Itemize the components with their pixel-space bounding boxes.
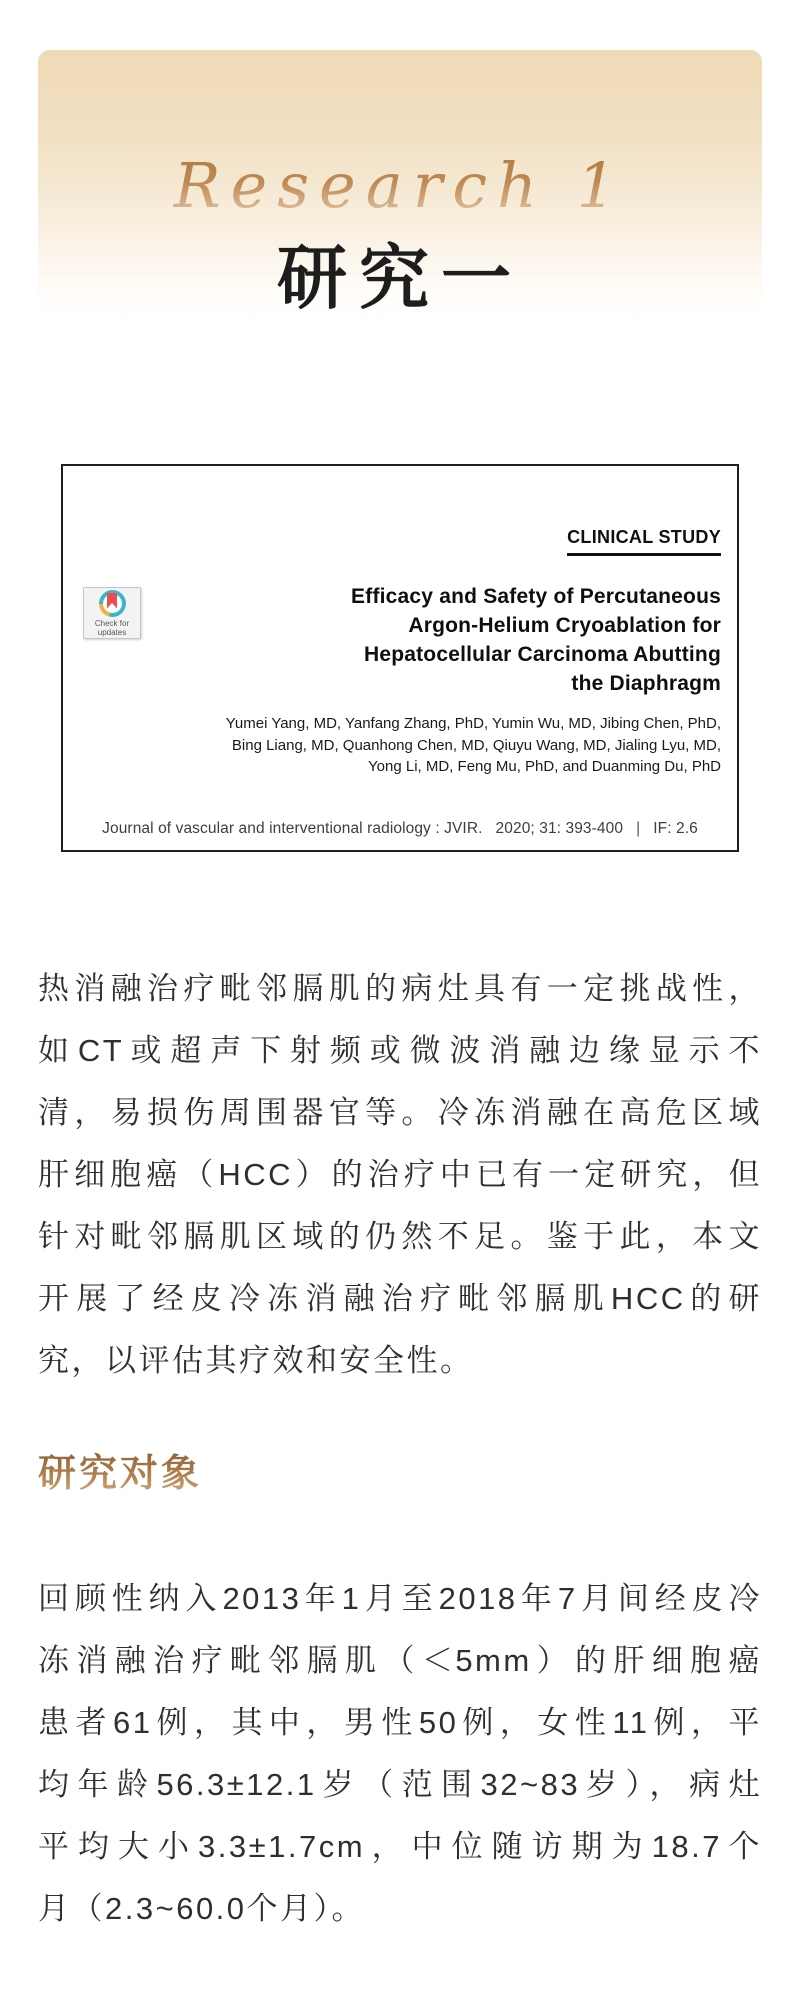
text-line: 平均大小3.3±1.7cm，中位随访期为18.7个: [38, 1829, 762, 1864]
text-line: 月（2.3~60.0个月）。: [38, 1891, 366, 1926]
text-line: 究，以评估其疗效和安全性。: [38, 1343, 474, 1378]
text-line: 均年龄56.3±12.1岁（范围32~83岁），病灶: [38, 1767, 762, 1802]
clinical-study-label: CLINICAL STUDY: [567, 527, 721, 556]
check-for-updates-badge[interactable]: [83, 587, 141, 639]
study-subjects-paragraph: [38, 1568, 762, 1940]
separator: |: [636, 820, 641, 837]
paper-title-line: the Diaphragm: [571, 672, 721, 695]
article-page: [0, 50, 800, 1940]
text-line: 热消融治疗毗邻膈肌的病灶具有一定挑战性，: [38, 971, 762, 1006]
research-header-banner: [38, 50, 762, 322]
crossmark-icon: [99, 590, 126, 617]
text-line: 清，易损伤周围器官等。冷冻消融在高危区域: [38, 1095, 762, 1130]
paper-title-line: Hepatocellular Carcinoma Abutting: [363, 643, 721, 666]
authors-line: Bing Liang, MD, Quanhong Chen, MD, Qiuyu Wang, MD, Jialing Lyu, MD,: [231, 736, 721, 754]
badge-label-line: updates: [97, 627, 127, 637]
text-line: 针对毗邻膈肌区域的仍然不足。鉴于此，本文: [38, 1219, 762, 1254]
paper-authors: [83, 713, 721, 778]
badge-label: [95, 619, 129, 637]
text-line: 回顾性纳入2013年1月至2018年7月间经皮冷: [38, 1581, 762, 1616]
badge-label-line: Check for: [94, 618, 130, 628]
research-title-cn: 研究一: [277, 236, 523, 319]
journal-name: Journal of vascular and interventional radiology : JVIR.: [102, 820, 483, 837]
journal-citation: [63, 820, 737, 838]
text-line: 肝细胞癌（HCC）的治疗中已有一定研究，但: [38, 1157, 762, 1192]
authors-line: Yong Li, MD, Feng Mu, PhD, and Duanming Du, PhD: [368, 758, 721, 775]
text-line: 患者61例，其中，男性50例，女性11例，平: [38, 1705, 762, 1740]
authors-line: Yumei Yang, MD, Yanfang Zhang, PhD, Yumin Wu, MD, Jibing Chen, PhD,: [225, 715, 721, 732]
paper-title: [153, 582, 721, 698]
citation-volume-pages: 2020; 31: 393-400: [495, 820, 624, 837]
text-line: 如CT或超声下射频或微波消融边缘显示不: [38, 1033, 762, 1068]
text-line: 开展了经皮冷冻消融治疗毗邻膈肌HCC的研: [38, 1281, 762, 1316]
paper-title-line: Argon-Helium Cryoablation for: [408, 614, 721, 637]
paper-title-line: Efficacy and Safety of Percutaneous: [351, 585, 721, 608]
research-title-en: Research 1: [38, 150, 762, 222]
text-line: 冻消融治疗毗邻膈肌（＜5mm）的肝细胞癌: [38, 1643, 762, 1678]
impact-factor: IF: 2.6: [653, 820, 698, 837]
intro-paragraph: [38, 958, 762, 1392]
journal-article-card: [61, 464, 739, 852]
article-body: [0, 958, 800, 1940]
section-heading-study-subjects: 研究对象: [38, 1450, 762, 1496]
